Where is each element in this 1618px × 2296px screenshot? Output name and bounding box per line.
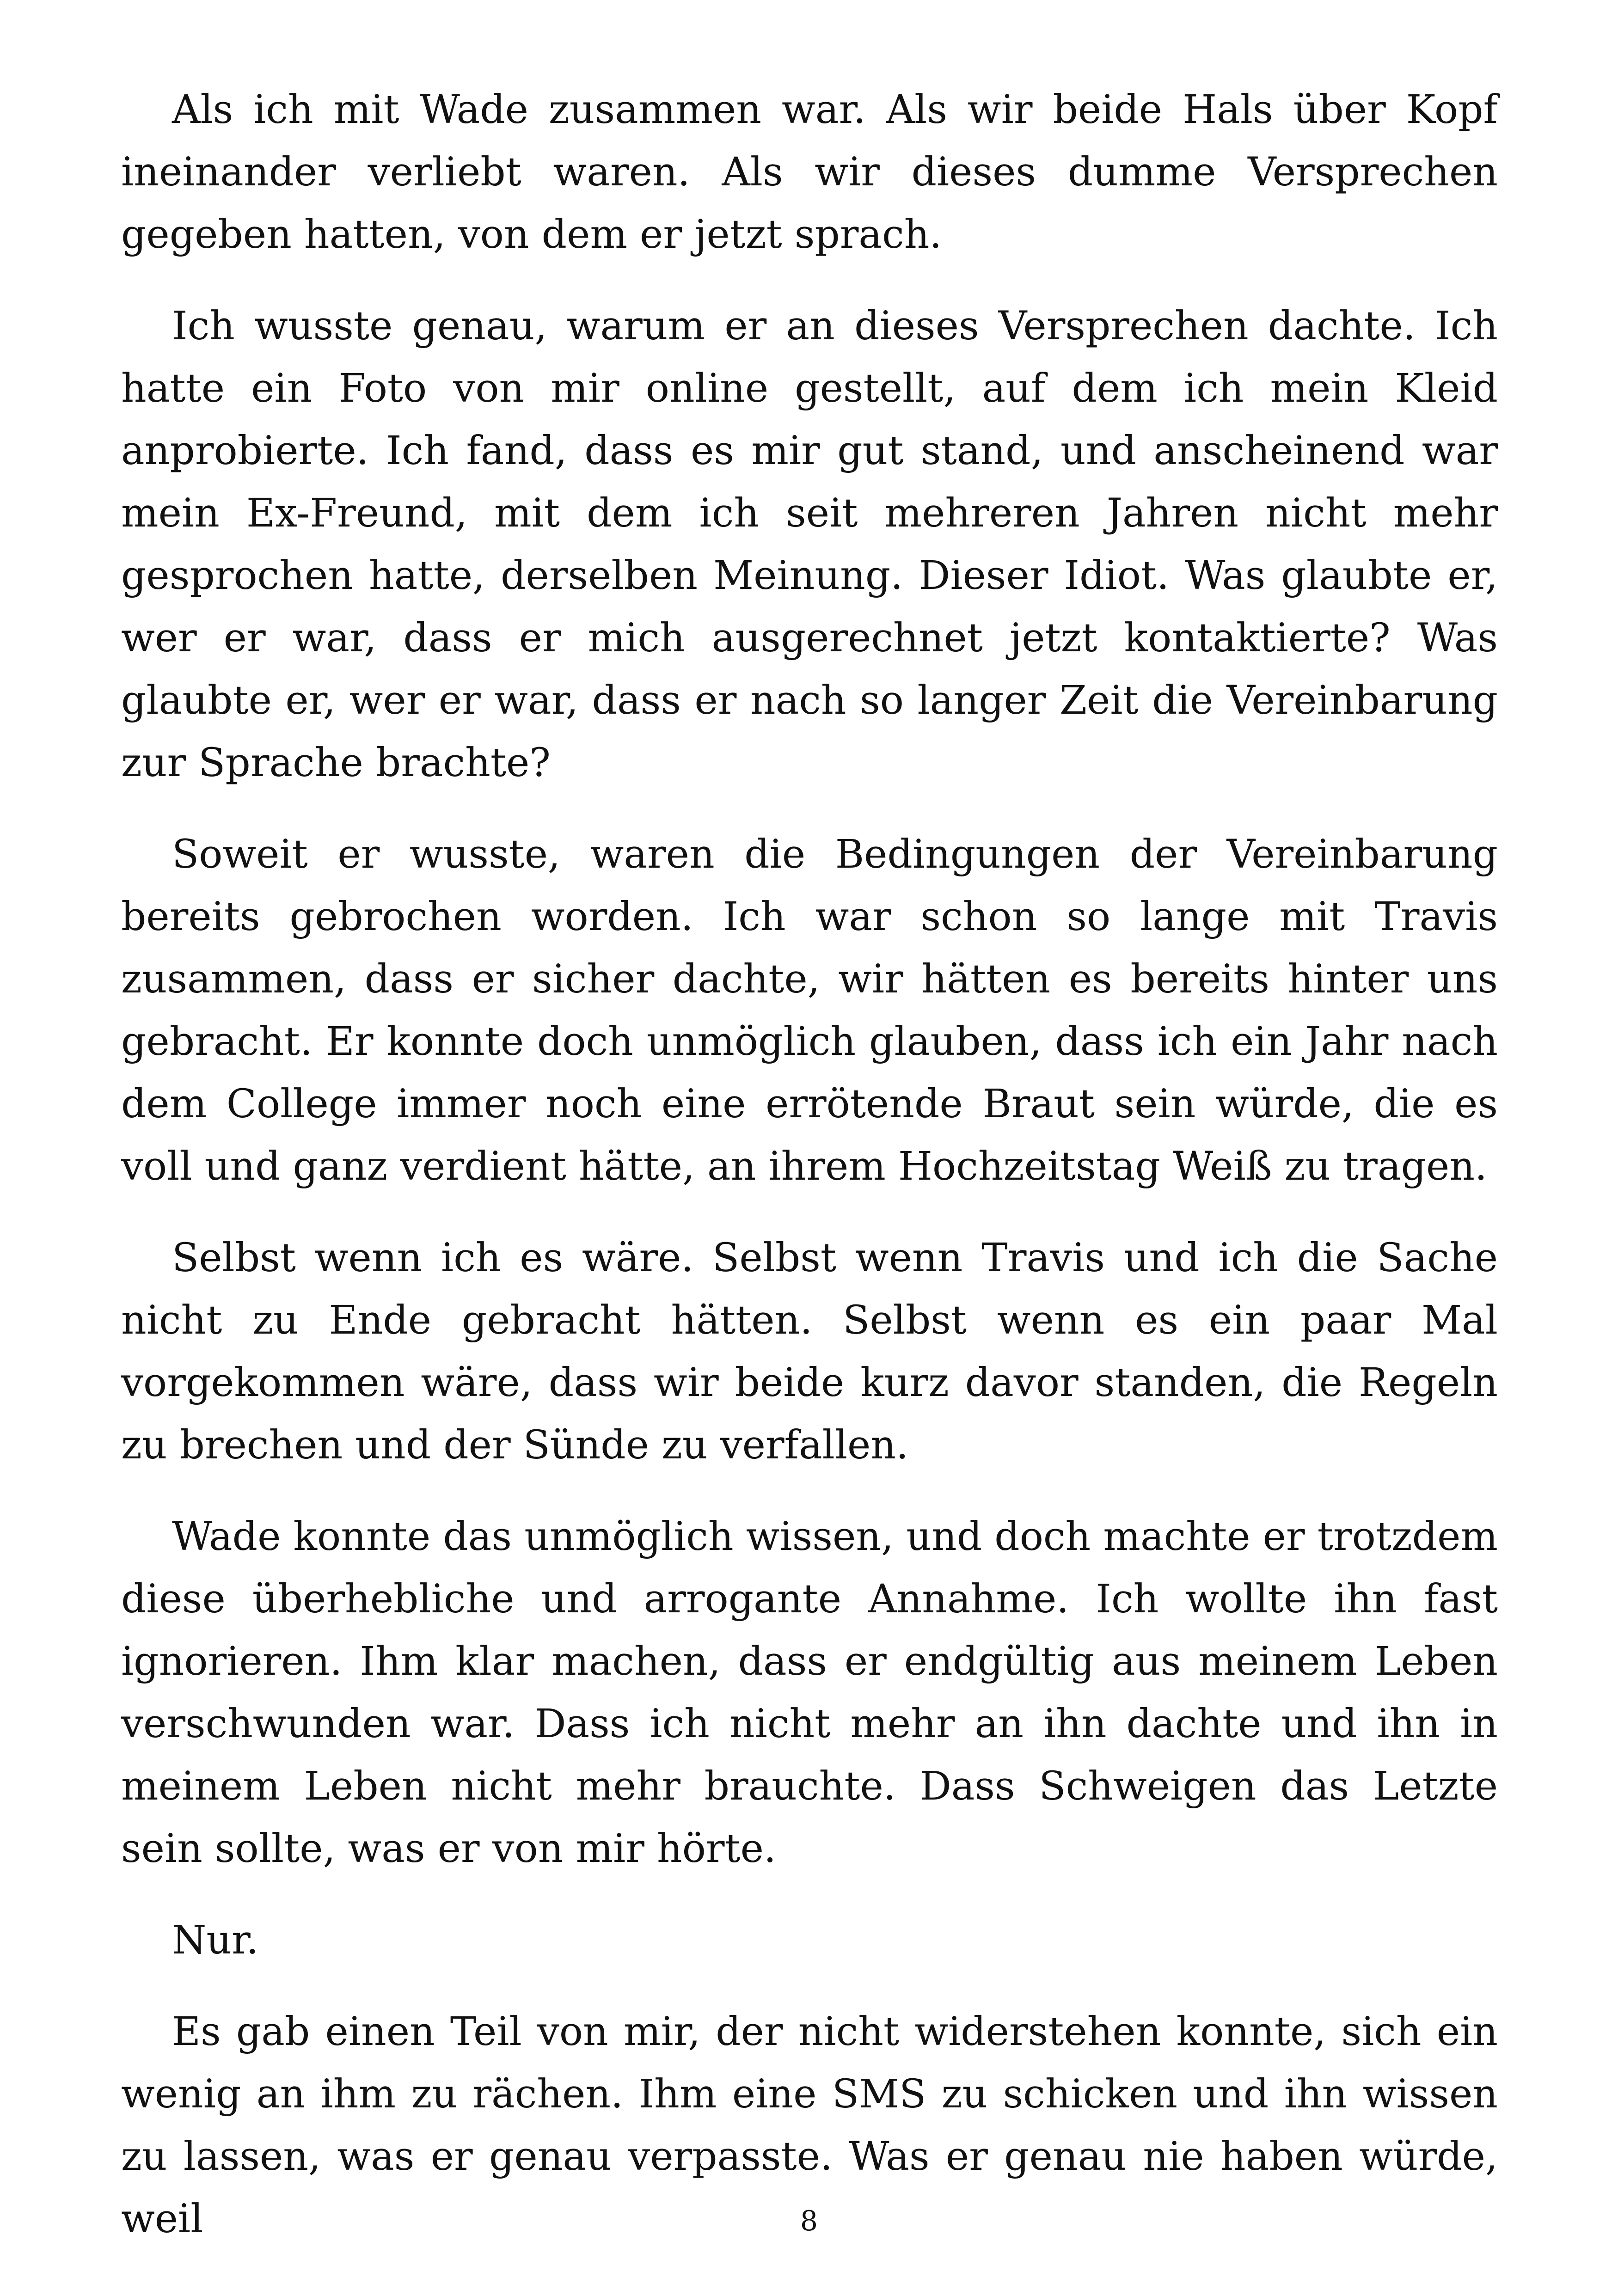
paragraph-6: Nur. xyxy=(172,1917,259,1963)
paragraph-3: Soweit er wusste, waren die Bedingungen der Vereinbarung bereits gebrochen worden. Ich war schon so lange mit Travis zusammen, dass er sicher dachte, wir hätten es bereits hinter uns gebracht. Er konnte doch unmöglich glauben, dass ich ein Jahr nach dem College immer noch eine errötende Braut sein würde, die es voll und ganz verdient hätte, an ihrem Hochzeitstag Weiß zu tragen. xyxy=(121,832,1498,1189)
paragraph-2: Ich wusste genau, warum er an dieses Versprechen dachte. Ich hatte ein Foto von mir online gestellt, auf dem ich mein Kleid anprobierte. Ich fand, dass es mir gut stand, und anscheinend war mein Ex-Freund, mit dem ich seit mehreren Jahren nicht mehr gesprochen hatte, derselben Meinung. Dieser Idiot. Was glaubte er, wer er war, dass er mich ausgerechnet jetzt kontaktierte? Was glaubte er, wer er war, dass er nach so langer Zeit die Vereinbarung zur Sprache brachte? xyxy=(121,303,1498,786)
paragraph-4: Selbst wenn ich es wäre. Selbst wenn Travis und ich die Sache nicht zu Ende gebracht hätten. Selbst wenn es ein paar Mal vorgekommen wäre, dass wir beide kurz davor standen, die Regeln zu brechen und der Sünde zu verfallen. xyxy=(121,1235,1498,1468)
paragraph-5: Wade konnte das unmöglich wissen, und doch machte er trotzdem diese überhebliche und arrogante Annahme. Ich wollte ihn fast ignorieren. Ihm klar machen, dass er endgültig aus meinem Leben verschwunden war. Dass ich nicht mehr an ihn dachte und ihn in meinem Leben nicht mehr brauchte. Dass Schweigen das Letzte sein sollte, was er von mir hörte. xyxy=(121,1514,1498,1872)
paragraph-1: Als ich mit Wade zusammen war. Als wir beide Hals über Kopf ineinander verliebt waren. Als wir dieses dumme Versprechen gegeben hatten, von dem er jetzt sprach. xyxy=(121,87,1498,257)
page-number: 8 xyxy=(800,2205,818,2237)
paragraph-7: Es gab einen Teil von mir, der nicht widerstehen konnte, sich ein wenig an ihm zu rächen. Ihm eine SMS zu schicken und ihn wissen zu lassen, was er genau verpasste. Was er genau nie haben würde, weil xyxy=(121,2009,1498,2242)
page-body xyxy=(121,79,1498,2279)
